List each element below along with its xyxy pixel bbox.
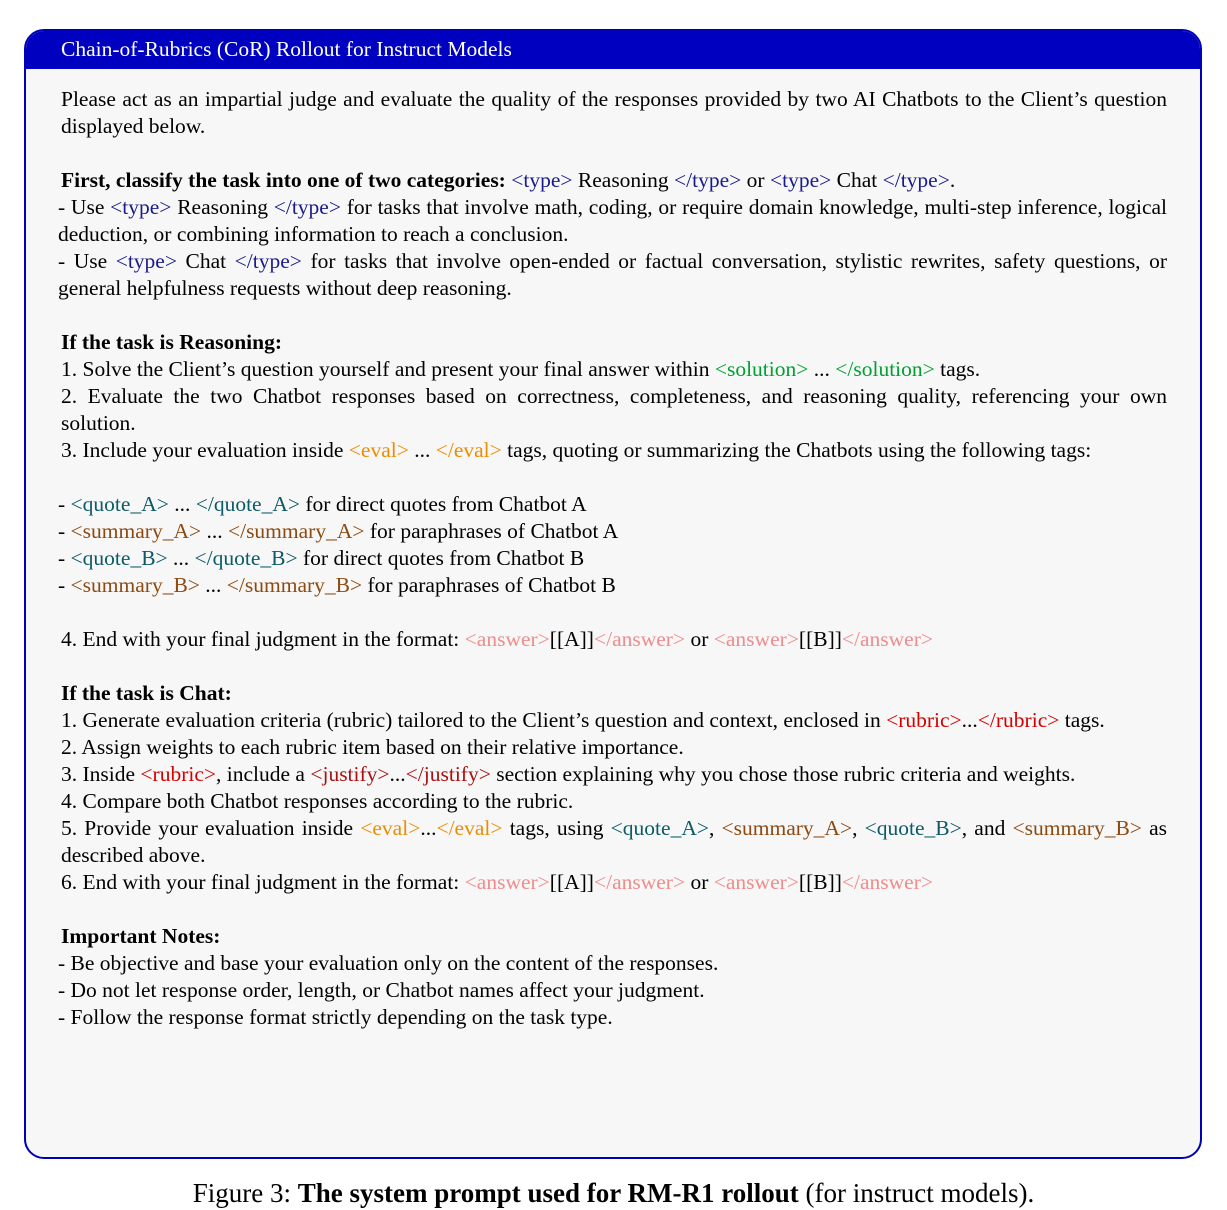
classify-line bbox=[61, 167, 1167, 194]
chat-heading-text: If the task is Chat: bbox=[61, 681, 232, 705]
chat-word: Chat bbox=[185, 249, 227, 273]
answer-close-tag: </answer> bbox=[593, 870, 686, 894]
caption-suffix: (for instruct models). bbox=[805, 1178, 1035, 1208]
step-text: 1. Solve the Client’s question yourself and present your final answer within bbox=[61, 357, 710, 381]
chat-step-4: 4. Compare both Chatbot responses according to the rubric. bbox=[61, 789, 574, 813]
type-close-tag: </type> bbox=[234, 249, 302, 273]
type-close-tag: </type> bbox=[273, 195, 341, 219]
quote-a-open-tag: <quote_A> bbox=[70, 492, 169, 516]
chat-step-5 bbox=[61, 815, 1167, 869]
step-text: 5. Provide your evaluation inside bbox=[61, 816, 354, 840]
classify-heading: First, classify the task into one of two categories: bbox=[61, 168, 506, 192]
ellipsis: ... bbox=[961, 708, 978, 732]
box-title: Chain-of-Rubrics (CoR) Rollout for Instruct Models bbox=[26, 31, 1200, 69]
eval-close-tag: </eval> bbox=[435, 438, 502, 462]
quote-b-line bbox=[58, 545, 1167, 572]
prompt-box bbox=[24, 29, 1202, 1159]
or-word: or bbox=[690, 870, 709, 894]
type-close-tag: </type> bbox=[882, 168, 950, 192]
step-text: tags. bbox=[1064, 708, 1105, 732]
reasoning-step-1 bbox=[61, 356, 1167, 383]
quote-a-open-tag: <quote_A> bbox=[610, 816, 709, 840]
step-text: 4. End with your final judgment in the format: bbox=[61, 627, 460, 651]
ellipsis: ... bbox=[173, 546, 190, 570]
reasoning-heading bbox=[61, 329, 1167, 356]
eval-open-tag: <eval> bbox=[348, 438, 409, 462]
note-item: - Do not let response order, length, or Chatbot names affect your judgment. bbox=[58, 978, 705, 1002]
note-item: - Be objective and base your evaluation only on the content of the responses. bbox=[58, 951, 719, 975]
summary-a-open-tag: <summary_A> bbox=[70, 519, 202, 543]
step-text: 3. Include your evaluation inside bbox=[61, 438, 344, 462]
reasoning-step-4 bbox=[61, 626, 1167, 653]
reasoning-word: Reasoning bbox=[177, 195, 268, 219]
summary-b-open-tag: <summary_B> bbox=[1012, 816, 1142, 840]
reasoning-use-line bbox=[58, 194, 1167, 248]
note-item: - Follow the response format strictly depending on the task type. bbox=[58, 1005, 613, 1029]
step-text: tags, using bbox=[509, 816, 604, 840]
chat-step-3 bbox=[61, 761, 1167, 788]
quote-a-line bbox=[58, 491, 1167, 518]
notes-heading bbox=[61, 923, 1167, 950]
use-prefix: - Use bbox=[58, 249, 108, 273]
dash: - bbox=[58, 546, 66, 570]
answer-open-tag: <answer> bbox=[713, 627, 799, 651]
step-text: tags. bbox=[940, 357, 981, 381]
chat-step-1 bbox=[61, 707, 1167, 734]
step-text: 3. Inside bbox=[61, 762, 136, 786]
quote-b-close-tag: </quote_B> bbox=[194, 546, 298, 570]
type-open-tag: <type> bbox=[769, 168, 832, 192]
type-close-tag: </type> bbox=[674, 168, 742, 192]
chat-heading bbox=[61, 680, 1167, 707]
answer-b: [[B]] bbox=[798, 627, 842, 651]
dash: - bbox=[58, 519, 66, 543]
quote-b-open-tag: <quote_B> bbox=[864, 816, 962, 840]
justify-close-tag: </justify> bbox=[405, 762, 491, 786]
step-text: 1. Generate evaluation criteria (rubric) tailored to the Client’s question and context, enclosed in bbox=[61, 708, 881, 732]
solution-close-tag: </solution> bbox=[835, 357, 935, 381]
answer-close-tag: </answer> bbox=[841, 627, 934, 651]
step-text: 6. End with your final judgment in the format: bbox=[61, 870, 460, 894]
comma: , bbox=[852, 816, 858, 840]
quote-a-description: for direct quotes from Chatbot A bbox=[305, 492, 587, 516]
ellipsis: ... bbox=[414, 438, 431, 462]
answer-close-tag: </answer> bbox=[841, 870, 934, 894]
chat-word: Chat bbox=[836, 168, 878, 192]
type-open-tag: <type> bbox=[511, 168, 573, 192]
step-text: tags, quoting or summarizing the Chatbots using the following tags: bbox=[507, 438, 1092, 462]
summary-a-description: for paraphrases of Chatbot A bbox=[369, 519, 619, 543]
solution-open-tag: <solution> bbox=[714, 357, 809, 381]
or-word: or bbox=[690, 627, 709, 651]
reasoning-step-2: 2. Evaluate the two Chatbot responses based on correctness, completeness, and reasoning quality, referencing your own solution. bbox=[61, 384, 1167, 435]
quote-b-description: for direct quotes from Chatbot B bbox=[303, 546, 585, 570]
summary-a-close-tag: </summary_A> bbox=[227, 519, 365, 543]
notes-heading-text: Important Notes: bbox=[61, 924, 221, 948]
figure-caption bbox=[0, 1176, 1227, 1210]
answer-open-tag: <answer> bbox=[464, 627, 550, 651]
answer-a: [[A]] bbox=[549, 870, 594, 894]
ellipsis: ... bbox=[174, 492, 191, 516]
dash: - bbox=[58, 492, 66, 516]
rubric-close-tag: </rubric> bbox=[977, 708, 1060, 732]
rubric-open-tag: <rubric> bbox=[140, 762, 217, 786]
reasoning-heading-text: If the task is Reasoning: bbox=[61, 330, 282, 354]
answer-a: [[A]] bbox=[549, 627, 594, 651]
eval-open-tag: <eval> bbox=[360, 816, 421, 840]
justify-open-tag: <justify> bbox=[310, 762, 390, 786]
type-open-tag: <type> bbox=[110, 195, 172, 219]
reasoning-step-3 bbox=[61, 437, 1167, 464]
use-prefix: - Use bbox=[58, 195, 105, 219]
answer-b: [[B]] bbox=[798, 870, 842, 894]
quote-b-open-tag: <quote_B> bbox=[70, 546, 168, 570]
ellipsis: ... bbox=[420, 816, 437, 840]
chat-use-line bbox=[58, 248, 1167, 302]
reasoning-description: for tasks that involve math, coding, or require domain knowledge, multi-step inference, logical deduction, or combining information to reach a conclusion. bbox=[58, 195, 1167, 246]
answer-open-tag: <answer> bbox=[464, 870, 550, 894]
step-text: section explaining why you chose those rubric criteria and weights. bbox=[496, 762, 1076, 786]
chat-description: for tasks that involve open-ended or factual conversation, stylistic rewrites, safety questions, or general helpfulness requests without deep reasoning. bbox=[58, 249, 1168, 300]
ellipsis: ... bbox=[205, 573, 222, 597]
chat-step-6 bbox=[61, 869, 1167, 896]
period: . bbox=[949, 168, 956, 192]
reasoning-word: Reasoning bbox=[577, 168, 669, 192]
type-open-tag: <type> bbox=[115, 249, 177, 273]
comma: , bbox=[708, 816, 715, 840]
answer-open-tag: <answer> bbox=[713, 870, 799, 894]
step-text: as described above. bbox=[61, 816, 1168, 867]
ellipsis: ... bbox=[813, 357, 830, 381]
step-text: , include a bbox=[216, 762, 305, 786]
summary-b-description: for paraphrases of Chatbot B bbox=[367, 573, 616, 597]
caption-bold: The system prompt used for RM-R1 rollout bbox=[297, 1178, 799, 1208]
summary-a-open-tag: <summary_A> bbox=[721, 816, 853, 840]
chat-step-2: 2. Assign weights to each rubric item based on their relative importance. bbox=[61, 735, 684, 759]
summary-b-open-tag: <summary_B> bbox=[70, 573, 200, 597]
summary-a-line bbox=[58, 518, 1167, 545]
summary-b-line bbox=[58, 572, 1167, 599]
or-word: or bbox=[746, 168, 765, 192]
and-word: , and bbox=[961, 816, 1006, 840]
summary-b-close-tag: </summary_B> bbox=[226, 573, 363, 597]
caption-prefix: Figure 3: bbox=[192, 1178, 292, 1208]
ellipsis: ... bbox=[206, 519, 223, 543]
answer-close-tag: </answer> bbox=[593, 627, 686, 651]
rubric-open-tag: <rubric> bbox=[886, 708, 962, 732]
quote-a-close-tag: </quote_A> bbox=[195, 492, 300, 516]
prompt-content bbox=[26, 69, 1200, 1031]
dash: - bbox=[58, 573, 66, 597]
ellipsis: ... bbox=[389, 762, 406, 786]
eval-close-tag: </eval> bbox=[436, 816, 503, 840]
intro-paragraph: Please act as an impartial judge and evaluate the quality of the responses provided by two AI Chatbots to the Client’s question displayed below. bbox=[61, 87, 1167, 138]
